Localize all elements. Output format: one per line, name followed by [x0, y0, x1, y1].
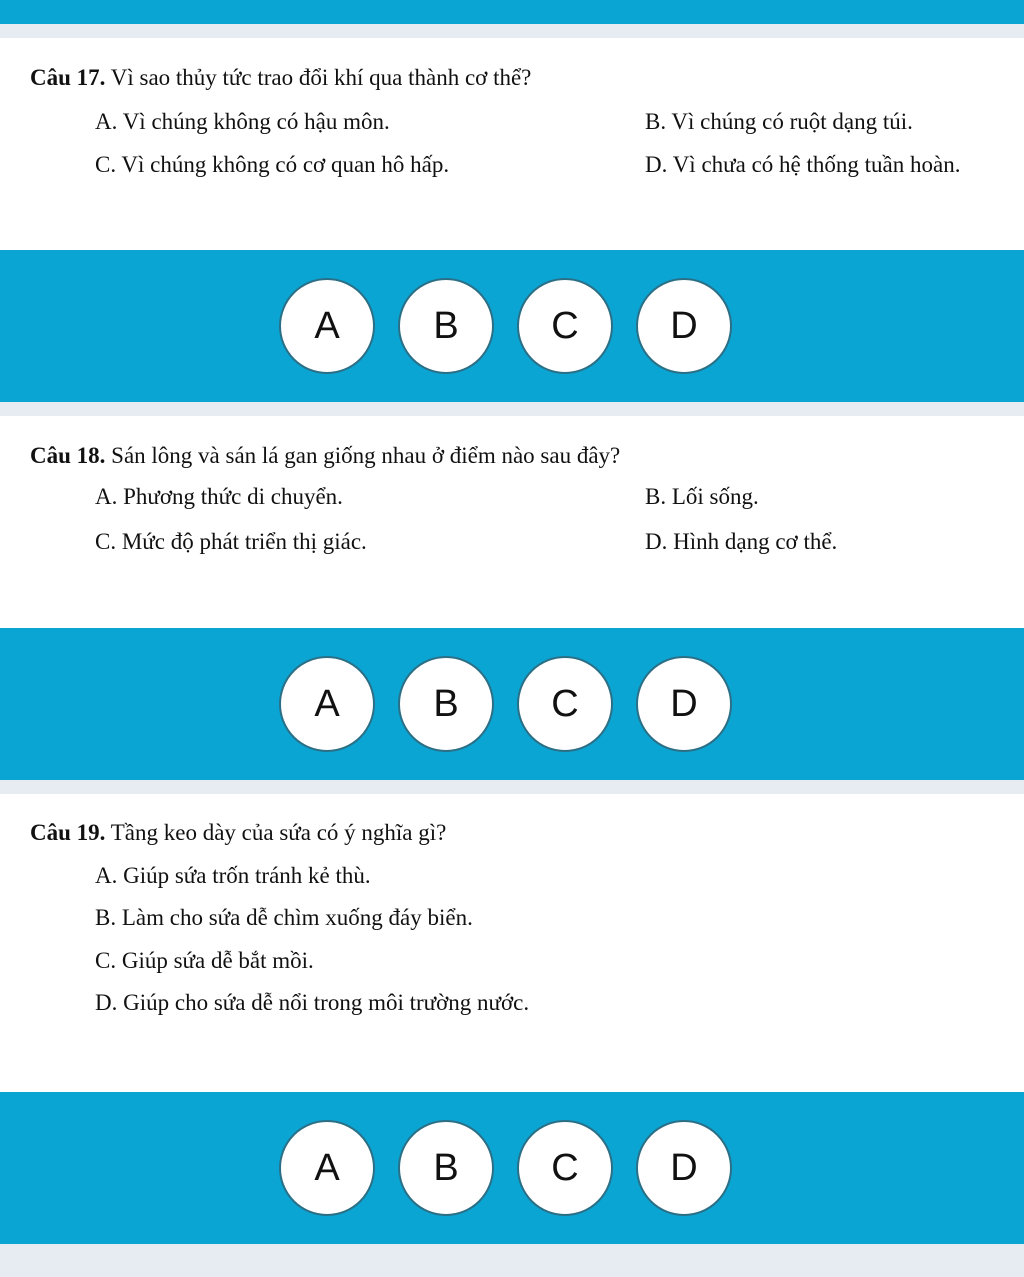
answer-button-d[interactable]: D [636, 278, 732, 374]
answer-button-b[interactable]: B [398, 656, 494, 752]
option-d: D. Hình dạng cơ thể. [645, 529, 838, 554]
option-a: A. Giúp sứa trốn tránh kẻ thù. [95, 863, 371, 888]
question-card-17 [0, 38, 1024, 250]
question-title [30, 442, 620, 470]
question-title [30, 64, 531, 92]
question-title [30, 819, 446, 847]
answer-button-c[interactable]: C [517, 1120, 613, 1216]
answer-button-d[interactable]: D [636, 656, 732, 752]
question-card-19 [0, 794, 1024, 1092]
question-text: Sán lông và sán lá gan giống nhau ở điểm nào sau đây? [105, 443, 621, 468]
answer-bar-17 [0, 250, 1024, 402]
answer-button-a[interactable]: A [279, 656, 375, 752]
answer-bar-19 [0, 1092, 1024, 1244]
answer-button-a[interactable]: A [279, 1120, 375, 1216]
answer-button-d[interactable]: D [636, 1120, 732, 1216]
top-band [0, 0, 1024, 24]
question-text: Tầng keo dày của sứa có ý nghĩa gì? [105, 820, 447, 845]
option-b: B. Lối sống. [645, 484, 759, 509]
option-b: B. Làm cho sứa dễ chìm xuống đáy biển. [95, 905, 473, 930]
answer-button-c[interactable]: C [517, 278, 613, 374]
answer-button-b[interactable]: B [398, 1120, 494, 1216]
option-a: A. Vì chúng không có hậu môn. [95, 109, 390, 134]
option-c: C. Vì chúng không có cơ quan hô hấp. [95, 152, 450, 177]
option-d: D. Giúp cho sứa dễ nổi trong môi trường nước. [95, 990, 530, 1015]
option-d: D. Vì chưa có hệ thống tuần hoàn. [645, 152, 961, 177]
question-number: Câu 19. [30, 820, 106, 845]
option-b: B. Vì chúng có ruột dạng túi. [645, 109, 913, 134]
question-number: Câu 18. [30, 443, 106, 468]
answer-bar-18 [0, 628, 1024, 780]
question-text: Vì sao thủy tức trao đổi khí qua thành cơ thể? [105, 65, 532, 90]
answer-button-a[interactable]: A [279, 278, 375, 374]
option-a: A. Phương thức di chuyển. [95, 484, 343, 509]
question-card-18 [0, 416, 1024, 628]
option-c: C. Mức độ phát triển thị giác. [95, 529, 367, 554]
question-number: Câu 17. [30, 65, 106, 90]
option-c: C. Giúp sứa dễ bắt mồi. [95, 948, 314, 973]
answer-button-b[interactable]: B [398, 278, 494, 374]
answer-button-c[interactable]: C [517, 656, 613, 752]
